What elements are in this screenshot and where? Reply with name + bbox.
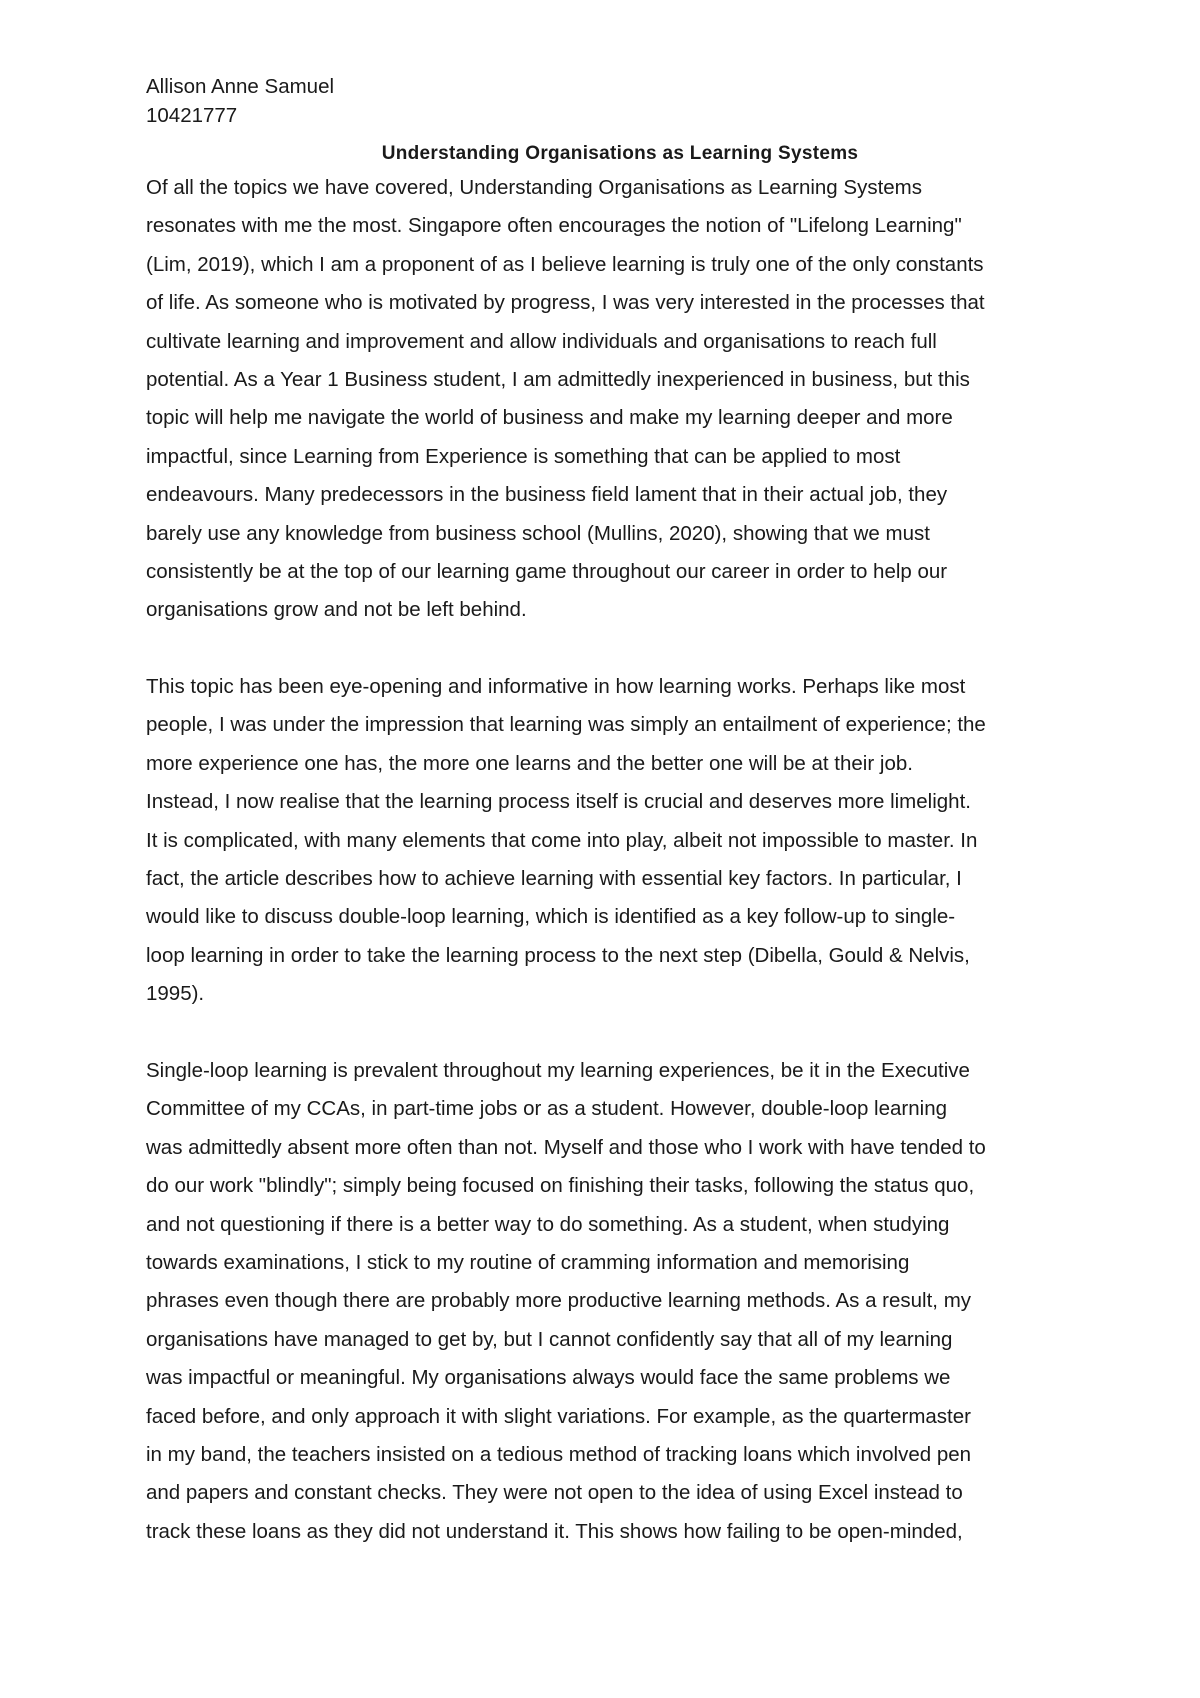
- paragraph-1: [146, 169, 1066, 630]
- paragraph-3: [146, 1052, 1066, 1551]
- text-line: (Lim, 2019), which I am a proponent of as I believe learning is truly one of the only constants: [146, 252, 984, 276]
- paragraphs-container: [146, 169, 1066, 1551]
- text-line: organisations grow and not be left behind.: [146, 598, 527, 622]
- text-line: Instead, I now realise that the learning process itself is crucial and deserves more limelight.: [146, 790, 971, 814]
- student-id: 10421777: [146, 104, 238, 127]
- text-line: Single-loop learning is prevalent throughout my learning experiences, be it in the Executive: [146, 1058, 970, 1082]
- text-line: would like to discuss double-loop learning, which is identified as a key follow-up to single-: [146, 905, 956, 929]
- text-line: towards examinations, I stick to my routine of cramming information and memorising: [146, 1250, 910, 1274]
- text-line: organisations have managed to get by, but I cannot confidently say that all of my learning: [146, 1327, 953, 1351]
- text-line: impactful, since Learning from Experience is something that can be applied to most: [146, 444, 901, 468]
- text-line: more experience one has, the more one learns and the better one will be at their job.: [146, 751, 913, 775]
- text-line: in my band, the teachers insisted on a tedious method of tracking loans which involved pen: [146, 1442, 972, 1466]
- text-line: Of all the topics we have covered, Understanding Organisations as Learning Systems: [146, 176, 922, 199]
- text-line: cultivate learning and improvement and allow individuals and organisations to reach full: [146, 329, 937, 353]
- text-line: and not questioning if there is a better way to do something. As a student, when studying: [146, 1212, 950, 1236]
- author-name: Allison Anne Samuel: [146, 75, 335, 98]
- text-line: endeavours. Many predecessors in the business field lament that in their actual job, they: [146, 483, 948, 507]
- text-line: 1995).: [146, 982, 205, 1006]
- text-line: loop learning in order to take the learning process to the next step (Dibella, Gould & Nelvis,: [146, 943, 970, 967]
- text-line: do our work "blindly"; simply being focused on finishing their tasks, following the status quo,: [146, 1174, 975, 1198]
- text-line: phrases even though there are probably more productive learning methods. As a result, my: [146, 1289, 972, 1313]
- text-line: consistently be at the top of our learning game throughout our career in order to help our: [146, 559, 948, 583]
- text-line: topic will help me navigate the world of business and make my learning deeper and more: [146, 406, 953, 430]
- text-line: It is complicated, with many elements that come into play, albeit not impossible to master. In: [146, 828, 978, 852]
- paragraph-2: [146, 668, 1066, 1014]
- paragraph-gap: [146, 1014, 1066, 1052]
- text-line: track these loans as they did not understand it. This shows how failing to be open-minded,: [146, 1519, 963, 1543]
- text-line: barely use any knowledge from business school (Mullins, 2020), showing that we must: [146, 521, 930, 545]
- document-title: Understanding Organisations as Learning Systems: [381, 143, 859, 164]
- paragraph-gap: [146, 630, 1066, 668]
- text-line: fact, the article describes how to achieve learning with essential key factors. In particular, I: [146, 867, 962, 891]
- text-line: faced before, and only approach it with slight variations. For example, as the quartermaster: [146, 1404, 971, 1428]
- text-line: potential. As a Year 1 Business student, I am admittedly inexperienced in business, but this: [146, 367, 970, 391]
- text-line: was admittedly absent more often than not. Myself and those who I work with have tended to: [146, 1135, 986, 1159]
- text-line: This topic has been eye-opening and informative in how learning works. Perhaps like most: [146, 675, 966, 699]
- document-body: [146, 72, 1066, 1551]
- text-line: was impactful or meaningful. My organisations always would face the same problems we: [146, 1366, 951, 1390]
- text-line: resonates with me the most. Singapore often encourages the notion of "Lifelong Learning": [146, 214, 962, 238]
- text-line: of life. As someone who is motivated by progress, I was very interested in the processes that: [146, 291, 985, 315]
- text-line: and papers and constant checks. They were not open to the idea of using Excel instead to: [146, 1481, 963, 1505]
- text-line: Committee of my CCAs, in part-time jobs or as a student. However, double-loop learning: [146, 1097, 948, 1121]
- text-line: people, I was under the impression that learning was simply an entailment of experience; the: [146, 713, 986, 737]
